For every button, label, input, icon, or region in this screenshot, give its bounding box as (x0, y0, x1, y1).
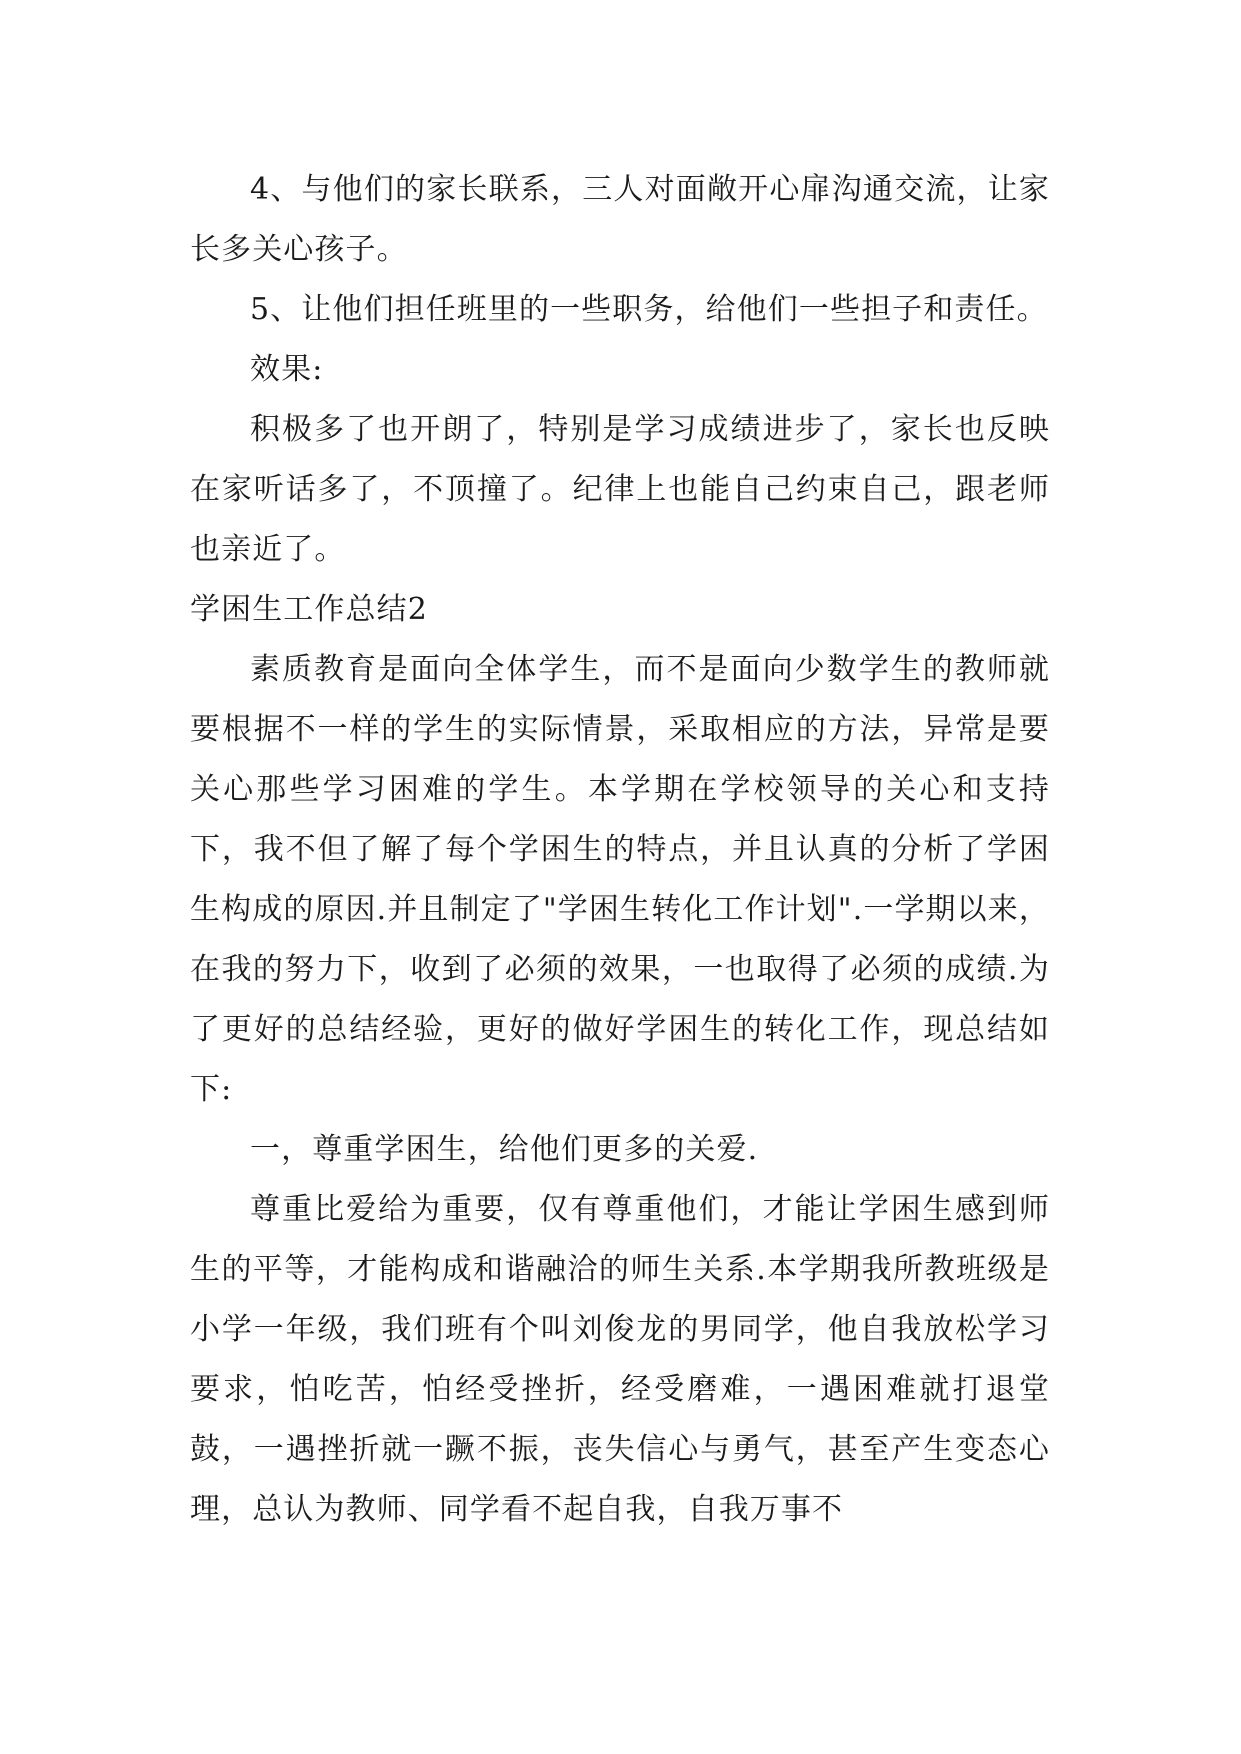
paragraph-assign-duties: 5、让他们担任班里的一些职务，给他们一些担子和责任。 (250, 292, 1048, 327)
paragraph-contact-parents: 4、与他们的家长联系，三人对面敞开心扉沟通交流，让家长多关心孩子。 (190, 172, 1050, 267)
paragraph-effect-description: 积极多了也开朗了，特别是学习成绩进步了，家长也反映在家听话多了，不顶撞了。纪律上也能自己约束自己，跟老师也亲近了。 (190, 412, 1050, 567)
section-heading: 学困生工作总结2 (190, 592, 428, 627)
paragraph-effect-label: 效果: (250, 352, 324, 387)
paragraph-point-one-title: 一，尊重学困生，给他们更多的关爱. (250, 1132, 759, 1167)
paragraph-point-one-body: 尊重比爱给为重要，仅有尊重他们，才能让学困生感到师生的平等，才能构成和谐融洽的师生关系.本学期我所教班级是小学一年级，我们班有个叫刘俊龙的男同学，他自我放松学习要求，怕吃苦，怕经受挫折，经受磨难，一遇困难就打退堂鼓，一遇挫折就一蹶不振，丧失信心与勇气，甚至产生变态心理，总认为教师、同学看不起自我，自我万事不 (190, 1192, 1050, 1527)
paragraph-introduction: 素质教育是面向全体学生，而不是面向少数学生的教师就要根据不一样的学生的实际情景，采取相应的方法，异常是要关心那些学习困难的学生。本学期在学校领导的关心和支持下，我不但了解了每个学困生的特点，并且认真的分析了学困生构成的原因.并且制定了"学困生转化工作计划".一学期以来，在我的努力下，收到了必须的效果，一也取得了必须的成绩.为了更好的总结经验，更好的做好学困生的转化工作，现总结如下: (190, 652, 1050, 1107)
document-body (190, 160, 1050, 1540)
